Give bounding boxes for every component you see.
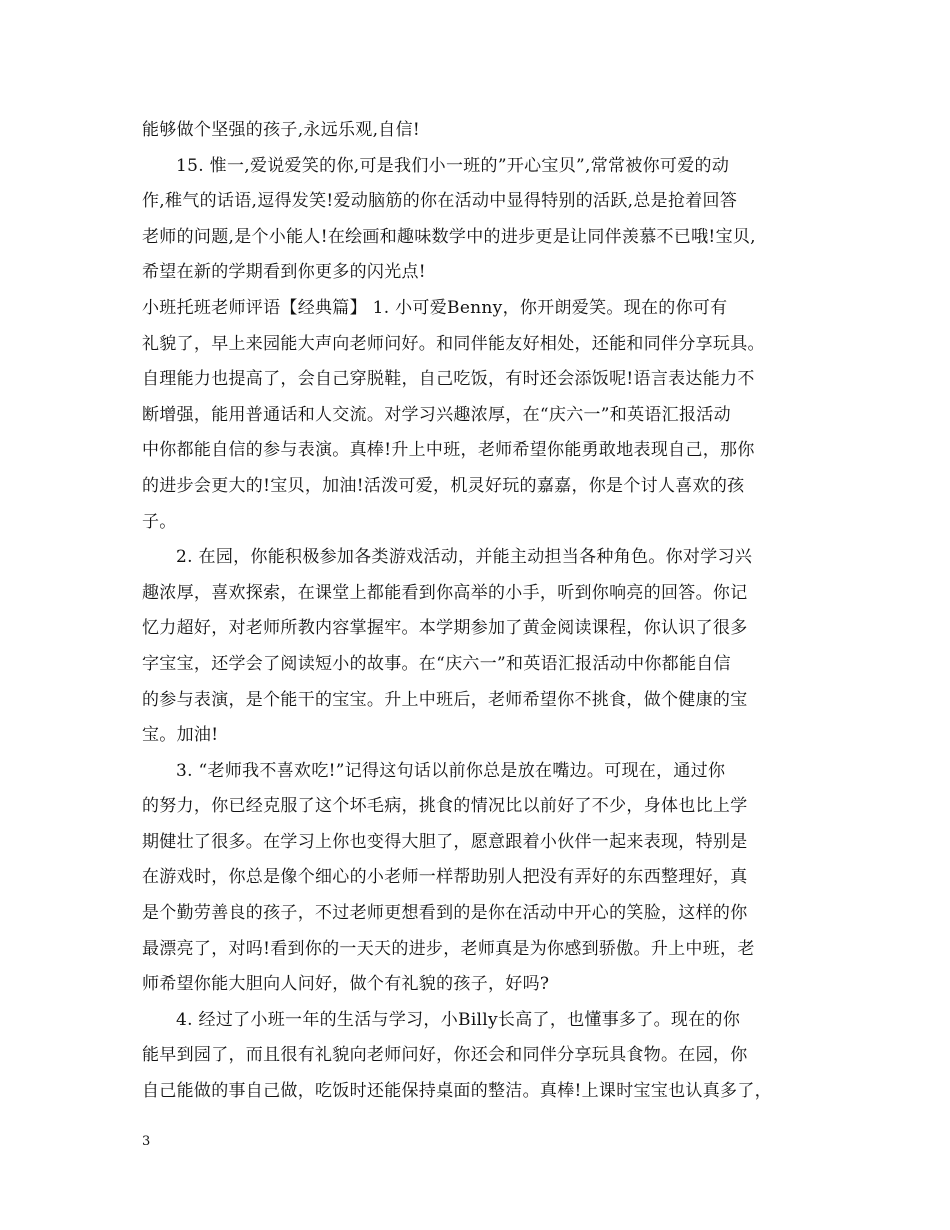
text-line: 的进步会更大的!宝贝，加油!活泼可爱，机灵好玩的嘉嘉，你是个讨人喜欢的孩 — [142, 475, 745, 496]
text-line: 断增强，能用普通话和人交流。对学习兴趣浓厚，在“庆六一”和英语汇报活动 — [142, 404, 731, 425]
text-line: 师希望你能大胆向人问好，做个有礼貌的孩子，好吗? — [142, 974, 550, 995]
text-line: 字宝宝，还学会了阅读短小的故事。在“庆六一”和英语汇报活动中你都能自信 — [142, 653, 731, 674]
text-line: 中你都能自信的参与表演。真棒!升上中班，老师希望你能勇敢地表现自己，那你 — [142, 440, 755, 461]
text-line: 趣浓厚，喜欢探索，在课堂上都能看到你高举的小手，听到你响亮的回答。你记 — [142, 582, 748, 603]
text-line: 15. 惟一,爱说爱笑的你,可是我们小一班的”开心宝贝”,常常被你可爱的动 — [176, 155, 730, 176]
text-line: 是个勤劳善良的孩子，不过老师更想看到的是你在活动中开心的笑脸，这样的你 — [142, 903, 748, 924]
text-line: 小班托班老师评语【经典篇】 1. 小可爱Benny，你开朗爱笑。现在的你可有 — [142, 297, 728, 318]
text-line: 宝。加油! — [142, 725, 219, 746]
text-line: 最漂亮了，对吗!看到你的一天天的进步，老师真是为你感到骄傲。升上中班，老 — [142, 938, 755, 959]
text-line: 的参与表演，是个能干的宝宝。升上中班后，老师希望你不挑食，做个健康的宝 — [142, 689, 748, 710]
text-line: 自理能力也提高了，会自己穿脱鞋，自己吃饭，有时还会添饭呢!语言表达能力不 — [142, 369, 755, 390]
document-body — [142, 113, 822, 1110]
text-line: 子。 — [142, 511, 177, 532]
text-line: 希望在新的学期看到你更多的闪光点! — [142, 262, 426, 283]
text-line: 在游戏时，你总是像个细心的小老师一样帮助别人把没有弄好的东西整理好，真 — [142, 867, 748, 888]
page-number: 3 — [142, 1134, 151, 1149]
text-line: 2. 在园，你能积极参加各类游戏活动，并能主动担当各种角色。你对学习兴 — [176, 547, 753, 568]
text-line: 作,稚气的话语,逗得发笑!爱动脑筋的你在活动中显得特别的活跃,总是抢着回答 — [142, 191, 738, 212]
text-line: 自己能做的事自己做，吃饭时还能保持桌面的整洁。真棒!上课时宝宝也认真多了， — [142, 1081, 772, 1102]
text-line: 能够做个坚强的孩子,永远乐观,自信! — [142, 120, 421, 140]
text-line: 期健壮了很多。在学习上你也变得大胆了，愿意跟着小伙伴一起来表现，特别是 — [142, 831, 748, 852]
text-line: 礼貌了，早上来园能大声向老师问好。和同伴能友好相处，还能和同伴分享玩具。 — [142, 333, 765, 354]
text-line: 忆力超好，对老师所教内容掌握牢。本学期参加了黄金阅读课程，你认识了很多 — [142, 618, 748, 639]
text-line: 能早到园了，而且很有礼貌向老师问好，你还会和同伴分享玩具食物。在园，你 — [142, 1045, 748, 1066]
text-line: 老师的问题,是个小能人!在绘画和趣味数学中的进步更是让同伴羡慕不已哦!宝贝, — [142, 226, 756, 247]
text-line: 3. “老师我不喜欢吃!”记得这句话以前你总是放在嘴边。可现在，通过你 — [176, 760, 726, 781]
text-line: 4. 经过了小班一年的生活与学习，小Billy长高了，也懂事多了。现在的你 — [176, 1009, 741, 1030]
text-line: 的努力，你已经克服了这个坏毛病，挑食的情况比以前好了不少，身体也比上学 — [142, 796, 748, 817]
